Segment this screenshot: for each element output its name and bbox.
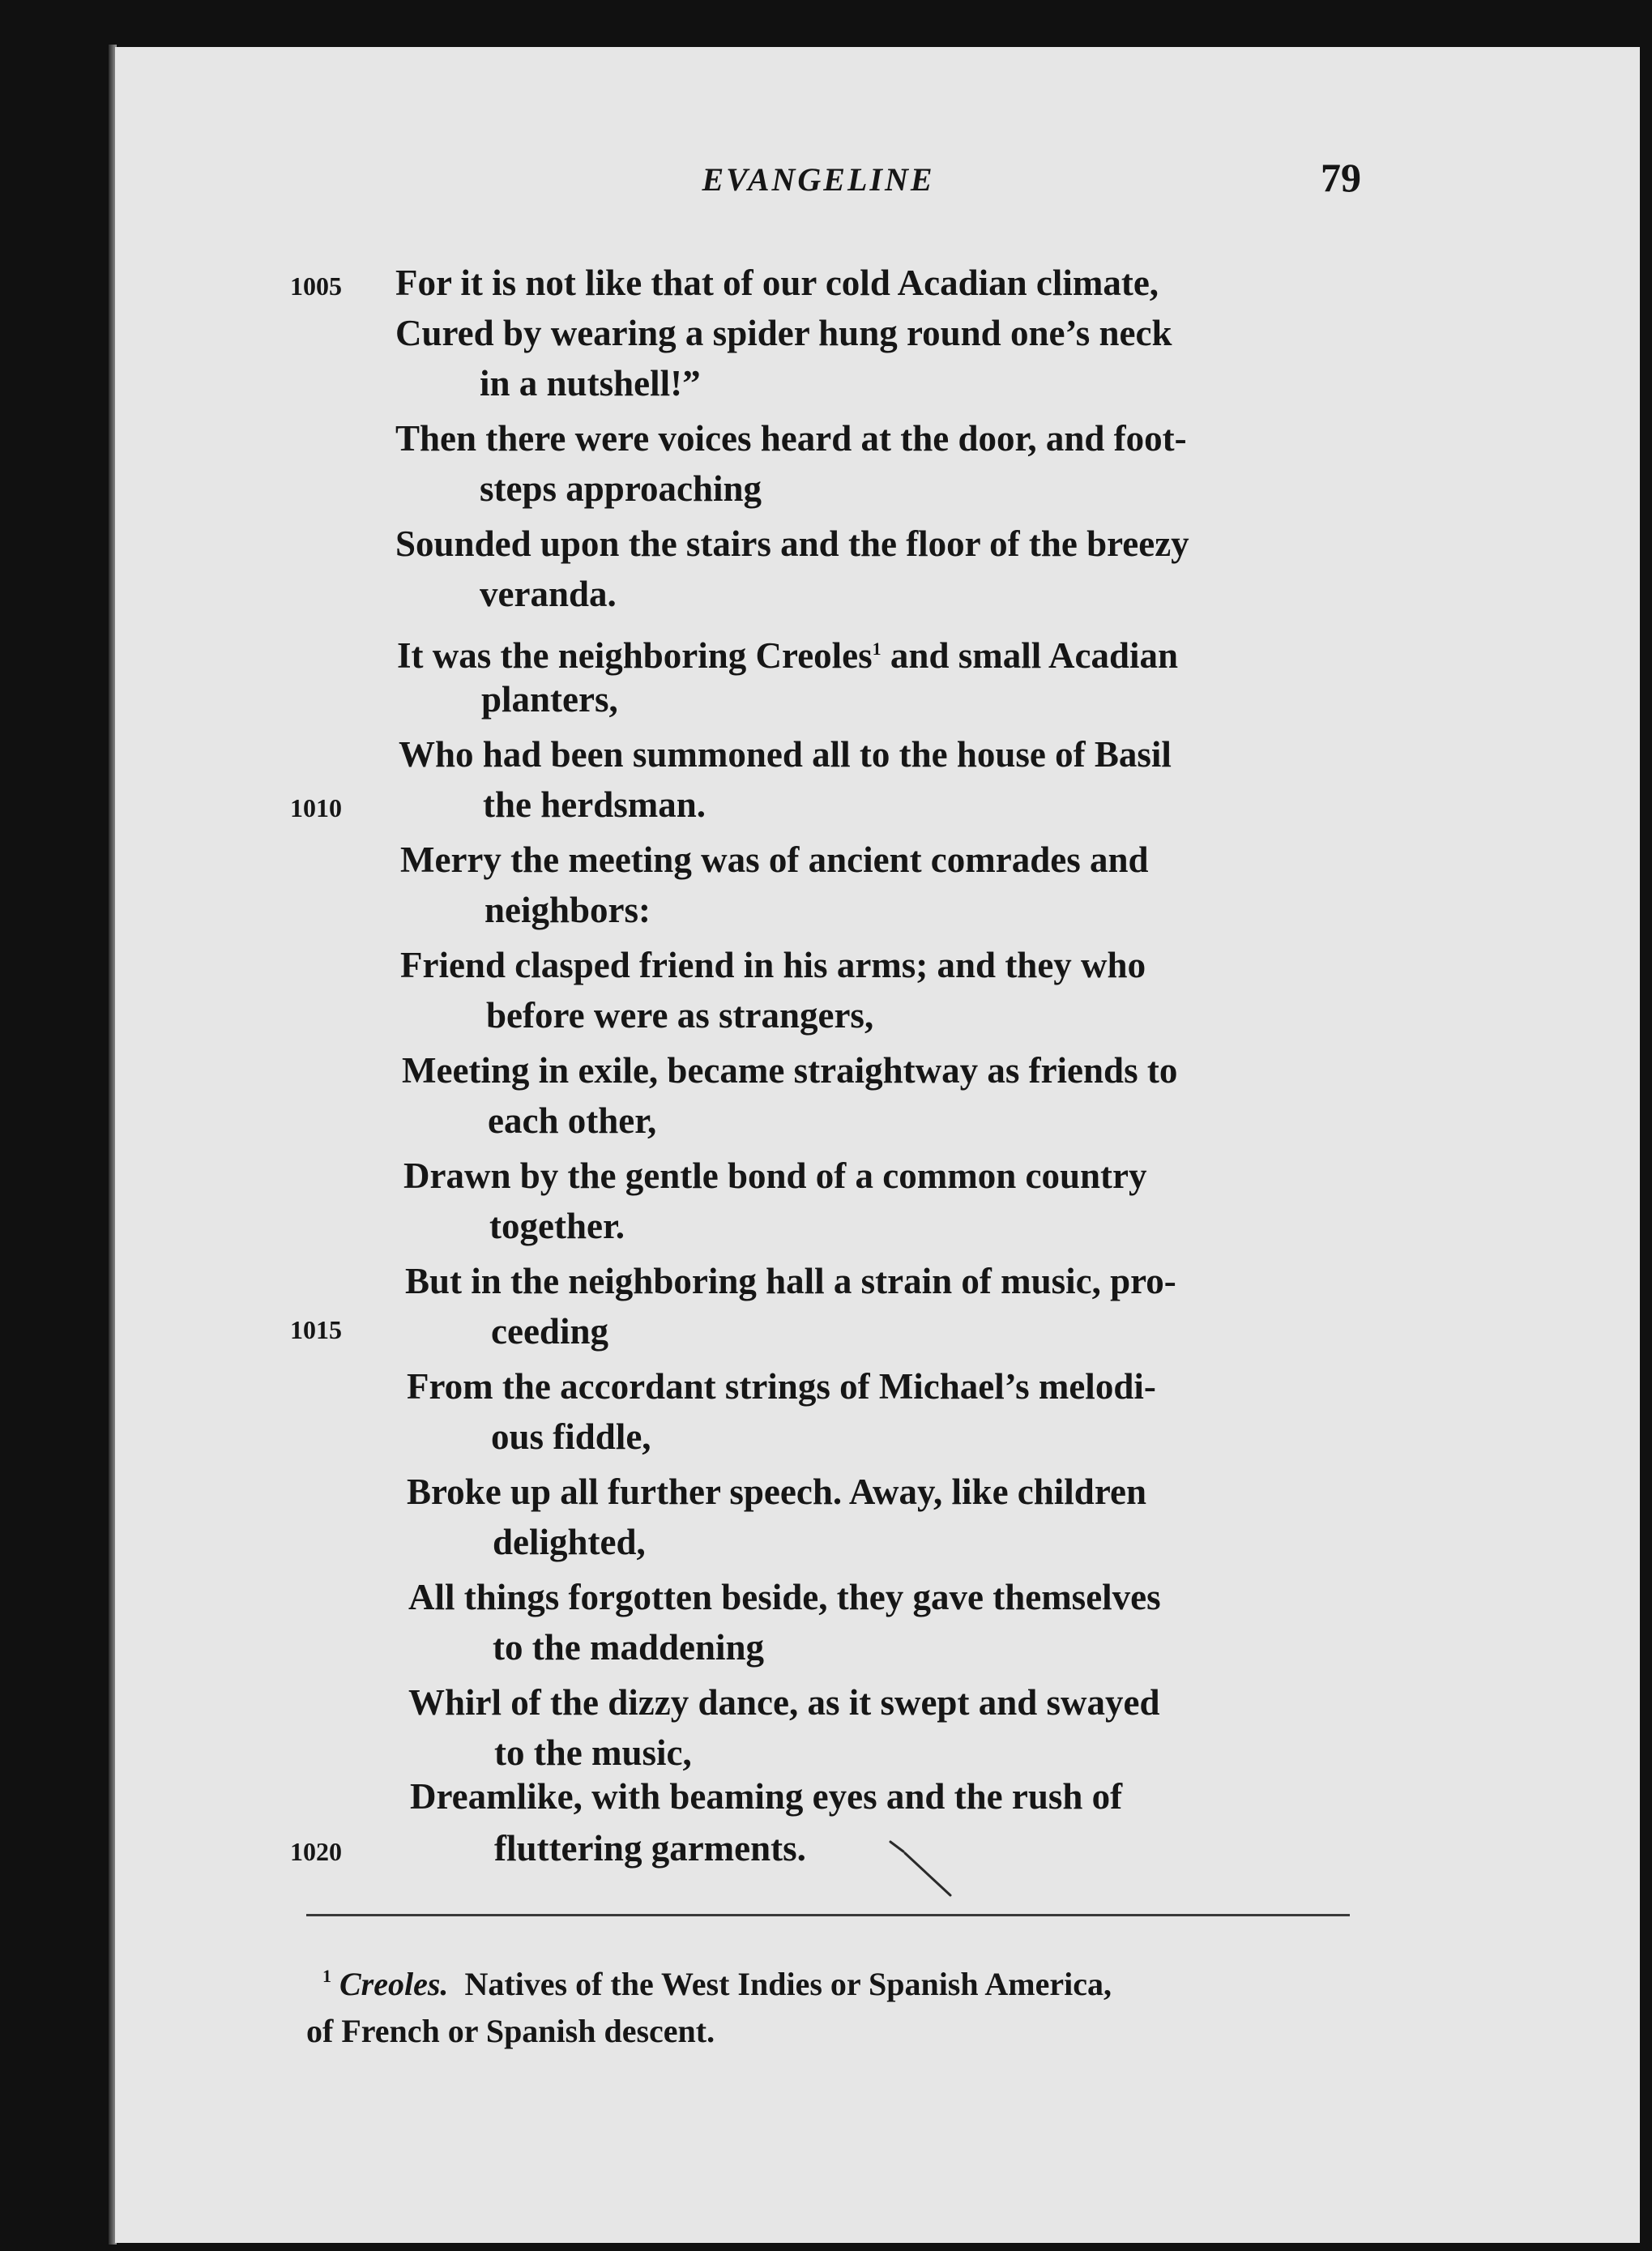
- verse-line-continuation: before were as strangers,: [486, 995, 874, 1036]
- verse-line-continuation: to the music,: [494, 1732, 692, 1773]
- line-number-1020: 1020: [290, 1837, 342, 1866]
- verse-line-continuation: delighted,: [493, 1522, 646, 1562]
- verse-line: Who had been summoned all to the house of Basil: [399, 734, 1172, 775]
- footnote-line-2: of French or Spanish descent.: [306, 2013, 715, 2049]
- verse-line-with-footnote: [397, 624, 1178, 681]
- verse-line: Friend clasped friend in his arms; and they who: [400, 945, 1146, 985]
- verse-line-continuation: together.: [489, 1206, 625, 1246]
- page-number: 79: [1321, 155, 1361, 200]
- verse-line: Then there were voices heard at the door, and foot-: [395, 418, 1187, 459]
- verse-line: Sounded upon the stairs and the floor of the breezy: [395, 523, 1189, 564]
- verse-line: Meeting in exile, became straightway as friends to: [402, 1050, 1178, 1091]
- line-number-1005: 1005: [290, 271, 342, 301]
- verse-line-part: It was the neighboring Creoles: [397, 635, 873, 676]
- verse-line-continuation: neighbors:: [485, 890, 651, 930]
- verse-line: But in the neighboring hall a strain of music, pro-: [405, 1261, 1176, 1301]
- verse-line-continuation: the herdsman.: [483, 784, 706, 825]
- verse-line-part: and small Acadian: [890, 635, 1179, 676]
- verse-line-continuation: veranda.: [480, 574, 617, 614]
- verse-line: Merry the meeting was of ancient comrades and: [400, 839, 1149, 880]
- footnote-term: Creoles.: [339, 1966, 449, 2002]
- verse-line-continuation: to the maddening: [493, 1627, 765, 1668]
- verse-line: From the accordant strings of Michael’s melodi-: [407, 1366, 1156, 1407]
- footnote-separator-rule: [306, 1914, 1350, 1916]
- verse-line: Broke up all further speech. Away, like children: [407, 1471, 1146, 1512]
- footnote-mark: 1: [322, 1966, 331, 1986]
- verse-line-continuation: each other,: [488, 1100, 657, 1141]
- verse-line-continuation: fluttering garments.: [494, 1828, 806, 1869]
- pen-stroke-mark: [887, 1835, 960, 1900]
- verse-line-continuation: ous fiddle,: [491, 1416, 651, 1457]
- footnote: [306, 1953, 1368, 2055]
- footnote-text: Natives of the West Indies or Spanish America,: [464, 1966, 1112, 2002]
- verse-line: For it is not like that of our cold Acadian climate,: [395, 263, 1159, 303]
- verse-line-continuation: planters,: [481, 679, 618, 720]
- verse-line-continuation: in a nutshell!”: [480, 363, 701, 404]
- verse-line-continuation: ceeding: [491, 1311, 608, 1352]
- verse-line: Drawn by the gentle bond of a common country: [403, 1155, 1147, 1196]
- line-number-1010: 1010: [290, 793, 342, 822]
- verse-line: Whirl of the dizzy dance, as it swept and swayed: [408, 1682, 1160, 1723]
- verse-line-continuation: steps approaching: [480, 468, 762, 509]
- footnote-line-1: [306, 1953, 1368, 2008]
- footnote-reference: 1: [872, 639, 881, 659]
- line-number-1015: 1015: [290, 1315, 342, 1344]
- running-head-title: EVANGELINE: [702, 161, 935, 198]
- verse-line: All things forgotten beside, they gave themselves: [408, 1577, 1161, 1617]
- verse-line: Dreamlike, with beaming eyes and the rush of: [410, 1776, 1123, 1817]
- verse-line: Cured by wearing a spider hung round one’s neck: [395, 313, 1172, 353]
